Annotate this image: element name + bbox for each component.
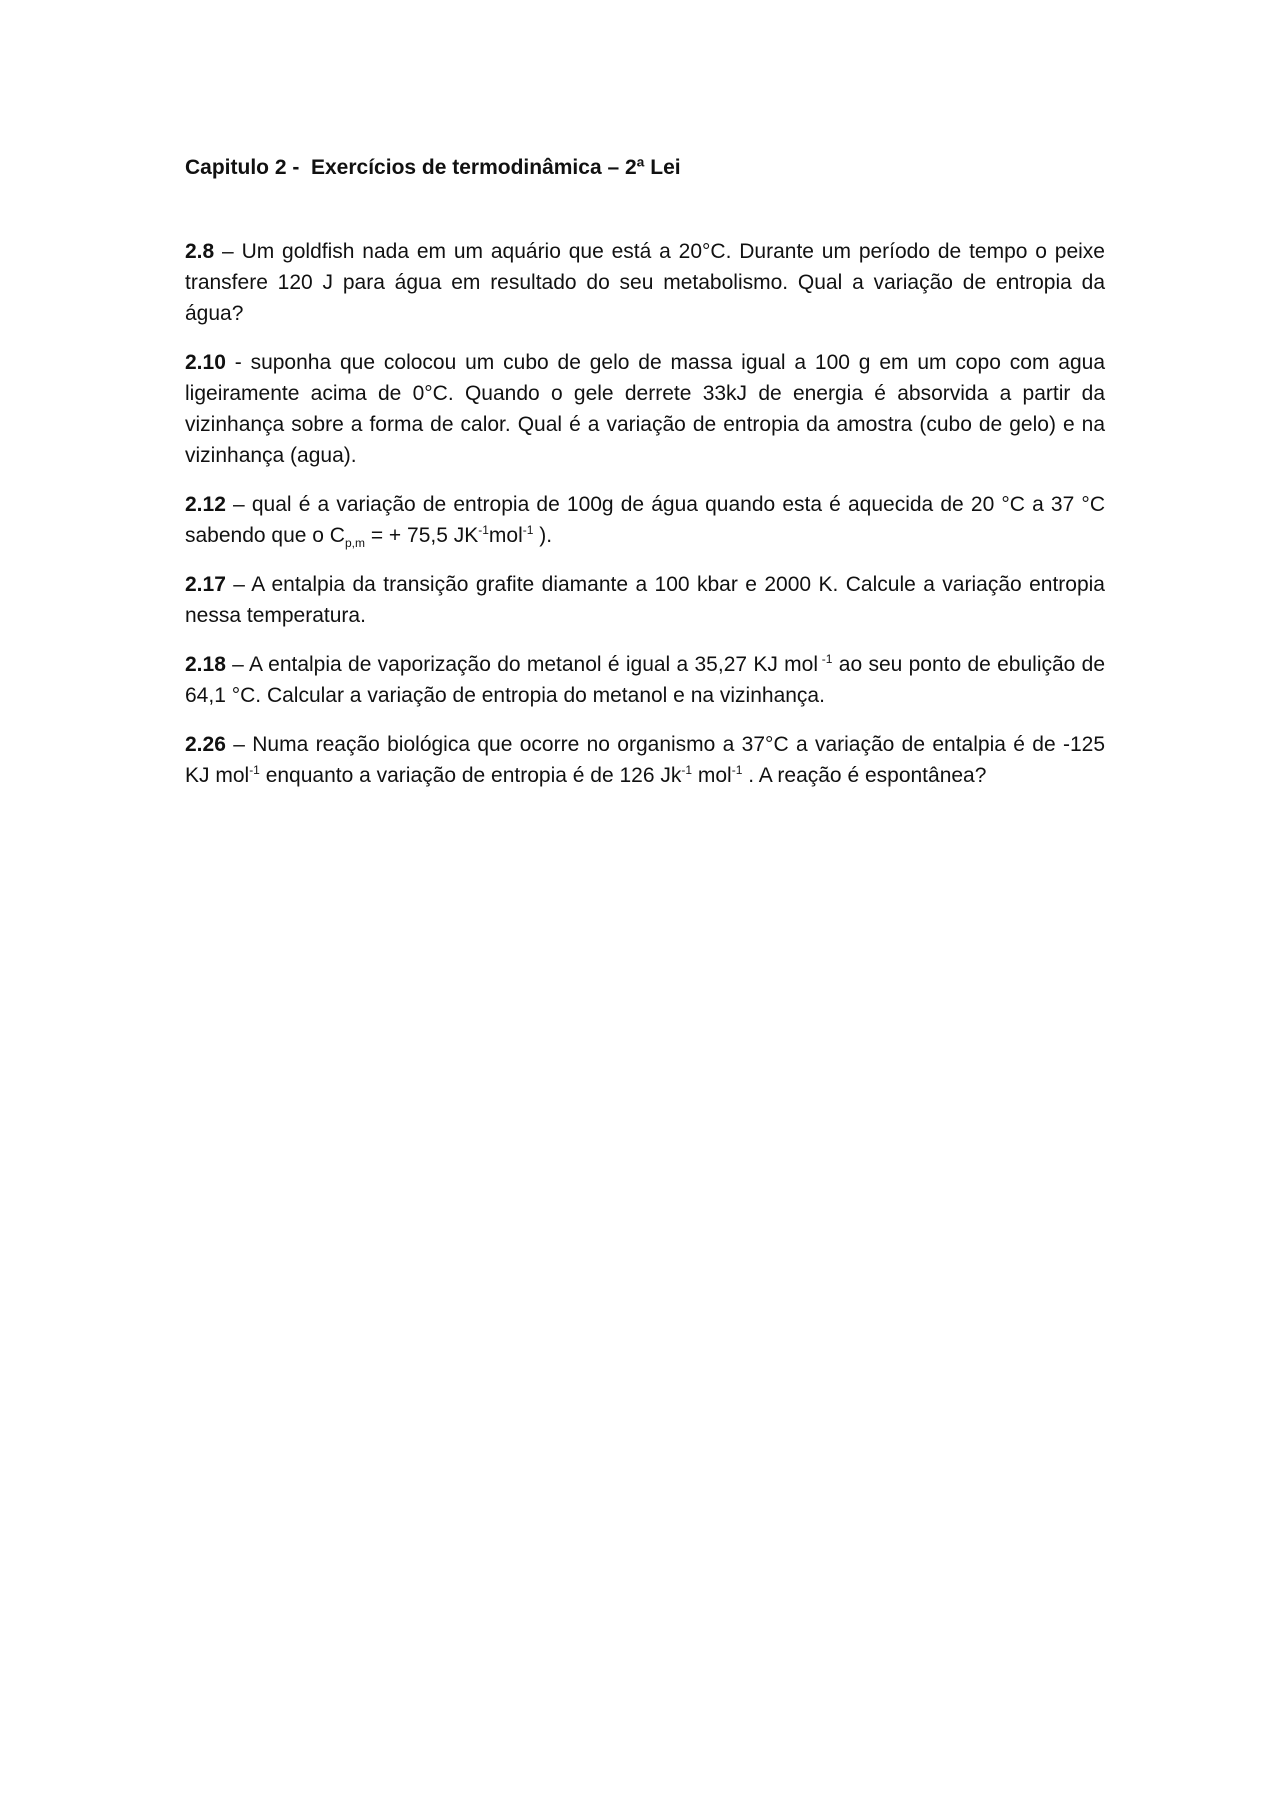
exercise-2-17	[185, 569, 1105, 631]
exercise-2-8	[185, 236, 1105, 329]
document-content	[185, 150, 1105, 809]
exercise-separator: –	[225, 493, 252, 516]
exercise-text: A entalpia de vaporização do metanol é igual a 35,27 KJ mol	[249, 653, 818, 676]
exercise-number: 2.8	[185, 240, 215, 263]
superscript: -1	[522, 523, 534, 537]
exercise-text: Um goldfish nada em um aquário que está a 20°C. Durante um período de tempo o peixe transfere 120 J para água em resultado do seu metabolismo. Qual a variação de entropia da água?	[185, 240, 1105, 325]
exercise-separator: –	[225, 653, 249, 676]
exercise-separator: -	[225, 351, 251, 374]
exercise-text: ao seu ponto de ebulição de 64,1 °C. Calcular a variação de entropia do metanol e na vizinhança.	[185, 653, 1105, 707]
exercise-text: enquanto a variação de entropia é de 126 Jk	[259, 764, 682, 787]
exercise-number: 2.12	[185, 493, 226, 516]
exercise-number: 2.17	[185, 573, 226, 596]
exercise-text: A entalpia da transição grafite diamante a 100 kbar e 2000 K. Calcule a variação entropia nessa temperatura.	[185, 573, 1105, 627]
exercise-separator: –	[214, 240, 242, 263]
exercise-text: Numa reação biológica que ocorre no organismo a 37°C a variação de entalpia é de -125 KJ mol	[185, 733, 1105, 787]
exercise-text: qual é a variação de entropia de 100g de água quando esta é aquecida de 20 °C a 37 °C sabendo que o C	[185, 493, 1105, 547]
exercise-2-18	[185, 649, 1105, 711]
exercise-2-12	[185, 489, 1105, 551]
exercise-text: mol	[692, 764, 732, 787]
exercise-number: 2.26	[185, 733, 226, 756]
exercise-number: 2.10	[185, 351, 226, 374]
exercise-text: . A reação é espontânea?	[742, 764, 987, 787]
document-title: Capitulo 2 - Exercícios de termodinâmica – 2ª Lei	[185, 156, 681, 179]
exercise-separator: –	[225, 573, 252, 596]
exercise-separator: –	[225, 733, 253, 756]
exercise-text: ).	[533, 524, 553, 547]
superscript: -1	[818, 652, 833, 666]
superscript: -1	[681, 763, 693, 777]
exercise-list	[185, 236, 1105, 791]
exercise-text: = + 75,5 JK	[364, 524, 479, 547]
superscript: -1	[249, 763, 260, 777]
exercise-2-10	[185, 347, 1105, 471]
superscript: -1	[731, 763, 743, 777]
exercise-number: 2.18	[185, 653, 226, 676]
subscript: p,m	[344, 536, 365, 551]
exercise-2-26	[185, 729, 1105, 791]
exercise-text: suponha que colocou um cubo de gelo de massa igual a 100 g em um copo com agua ligeiramente acima de 0°C. Quando o gele derrete 33kJ de energia é absorvida a partir da vizinhança sobre a forma de calor. Qual é a variação de entropia da amostra (cubo de gelo) e na vizinhança (agua).	[185, 351, 1106, 467]
superscript: -1	[478, 523, 489, 537]
exercise-text: mol	[488, 524, 523, 547]
